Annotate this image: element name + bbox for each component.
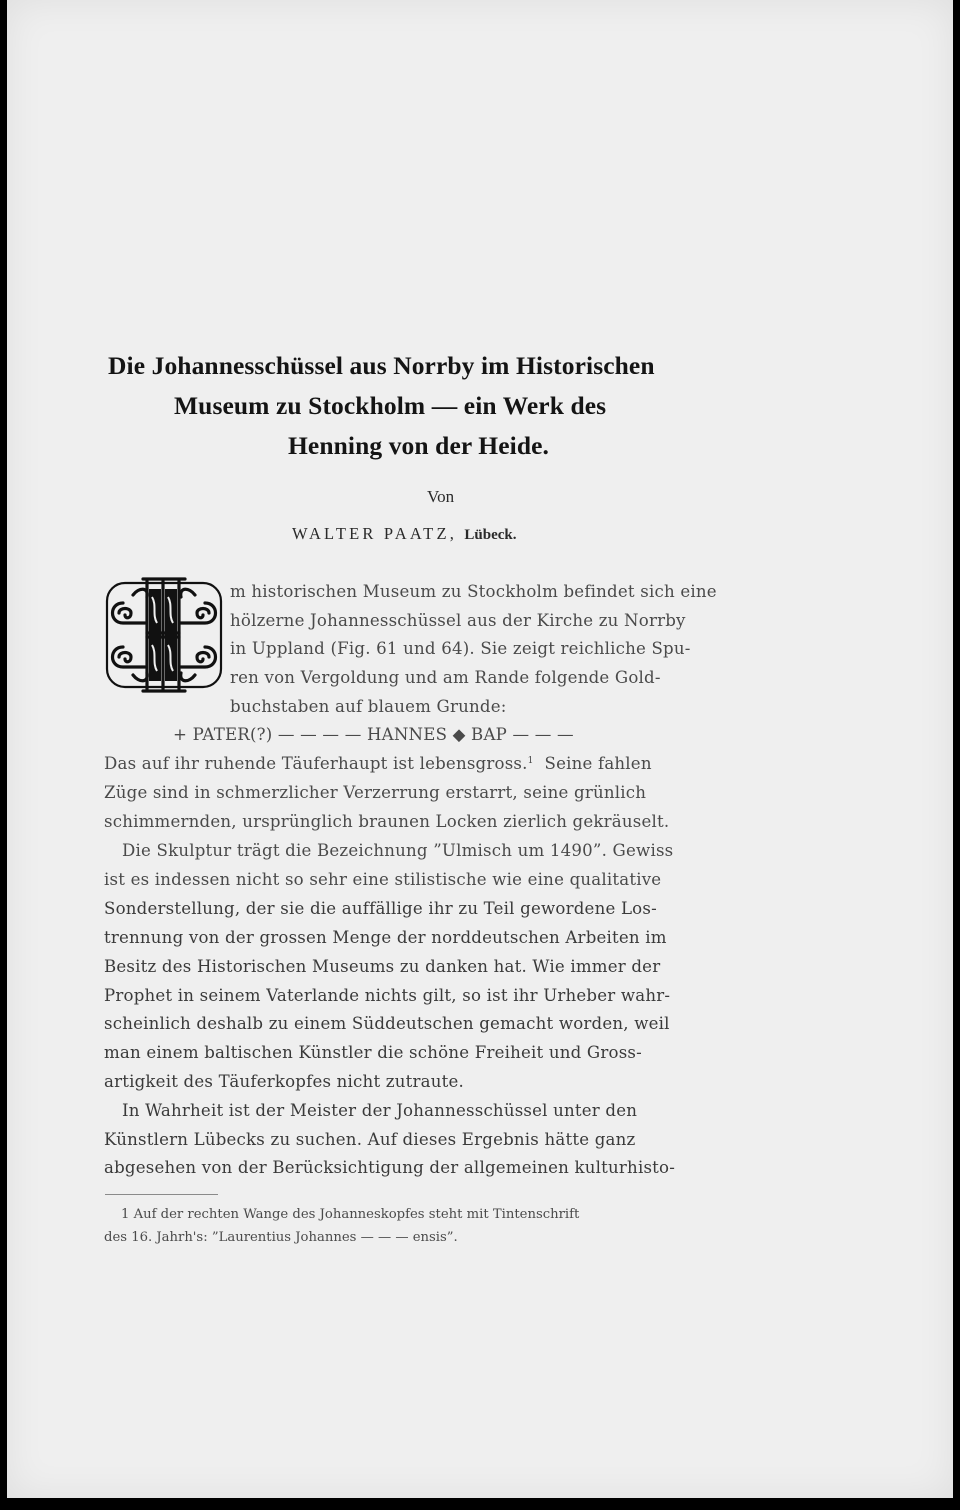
footnote-text-1: Auf der rechten Wange des Johanneskopfes steht mit Tintenschrift bbox=[133, 1207, 580, 1222]
byline-author bbox=[292, 524, 517, 544]
body-line-7-text: Das auf ihr ruhende Täuferhaupt ist lebensgross. bbox=[104, 754, 528, 773]
body-line-16: scheinlich deshalb zu einem Süddeutschen gemacht worden, weil bbox=[104, 1014, 670, 1033]
body-line-20: Künstlern Lübecks zu suchen. Auf dieses Ergebnis hätte ganz bbox=[104, 1130, 636, 1149]
body-line-4: ren von Vergoldung und am Rande folgende Gold- bbox=[230, 668, 661, 687]
body-line-1: m historischen Museum zu Stockholm befindet sich eine bbox=[230, 582, 717, 601]
title-line-3: Henning von der Heide. bbox=[288, 431, 550, 460]
title-line-2: Museum zu Stockholm — ein Werk des bbox=[174, 391, 607, 420]
body-line-17: man einem baltischen Künstler die schöne Freiheit und Gross- bbox=[104, 1043, 642, 1062]
title-line-1: Die Johannesschüssel aus Norrby im Historischen bbox=[108, 351, 655, 380]
author-place: Lübeck. bbox=[464, 527, 517, 543]
body-line-2: hölzerne Johannesschüssel aus der Kirche zu Norrby bbox=[230, 611, 686, 630]
body-line-12: Sonderstellung, der sie die auffällige ihr zu Teil gewordene Los- bbox=[104, 899, 657, 918]
body-line-11: ist es indessen nicht so sehr eine stilistische wie eine qualitative bbox=[104, 870, 662, 889]
footnote-line-2: des 16. Jahrh's: ”Laurentius Johannes — — — ensis”. bbox=[104, 1230, 458, 1245]
decorated-initial-letter bbox=[105, 575, 223, 695]
byline-von: Von bbox=[427, 487, 455, 506]
body-line-13: trennung von der grossen Menge der norddeutschen Arbeiten im bbox=[104, 928, 667, 947]
body-line-10: Die Skulptur trägt die Bezeichnung ”Ulmisch um 1490”. Gewiss bbox=[122, 841, 674, 860]
body-line-7 bbox=[104, 754, 806, 773]
body-line-8: Züge sind in schmerzlicher Verzerrung erstarrt, seine grünlich bbox=[104, 783, 647, 802]
body-line-21: abgesehen von der Berücksichtigung der allgemeinen kulturhisto- bbox=[104, 1158, 676, 1177]
footnote-marker: 1 bbox=[121, 1207, 130, 1222]
body-line-14: Besitz des Historischen Museums zu danken hat. Wie immer der bbox=[104, 957, 661, 976]
footnote-line-1 bbox=[121, 1207, 579, 1222]
body-line-3: in Uppland (Fig. 61 und 64). Sie zeigt reichliche Spu- bbox=[230, 639, 691, 658]
body-line-7-cont: Seine fahlen bbox=[544, 754, 652, 773]
footnote-rule bbox=[105, 1194, 218, 1195]
document-page bbox=[7, 0, 953, 1498]
body-line-18: artigkeit des Täuferkopfes nicht zutraute. bbox=[104, 1072, 464, 1091]
inscription-line: + PATER(?) — — — — HANNES ◆ BAP — — — bbox=[173, 725, 574, 744]
body-line-9: schimmernden, ursprünglich braunen Locken zierlich gekräuselt. bbox=[104, 812, 670, 831]
body-line-19: In Wahrheit ist der Meister der Johannesschüssel unter den bbox=[122, 1101, 638, 1120]
body-line-5: buchstaben auf blauem Grunde: bbox=[230, 697, 507, 716]
author-name: WALTER PAATZ, bbox=[292, 524, 458, 543]
footnote-reference: 1 bbox=[527, 756, 534, 766]
body-line-15: Prophet in seinem Vaterlande nichts gilt, so ist ihr Urheber wahr- bbox=[104, 986, 671, 1005]
